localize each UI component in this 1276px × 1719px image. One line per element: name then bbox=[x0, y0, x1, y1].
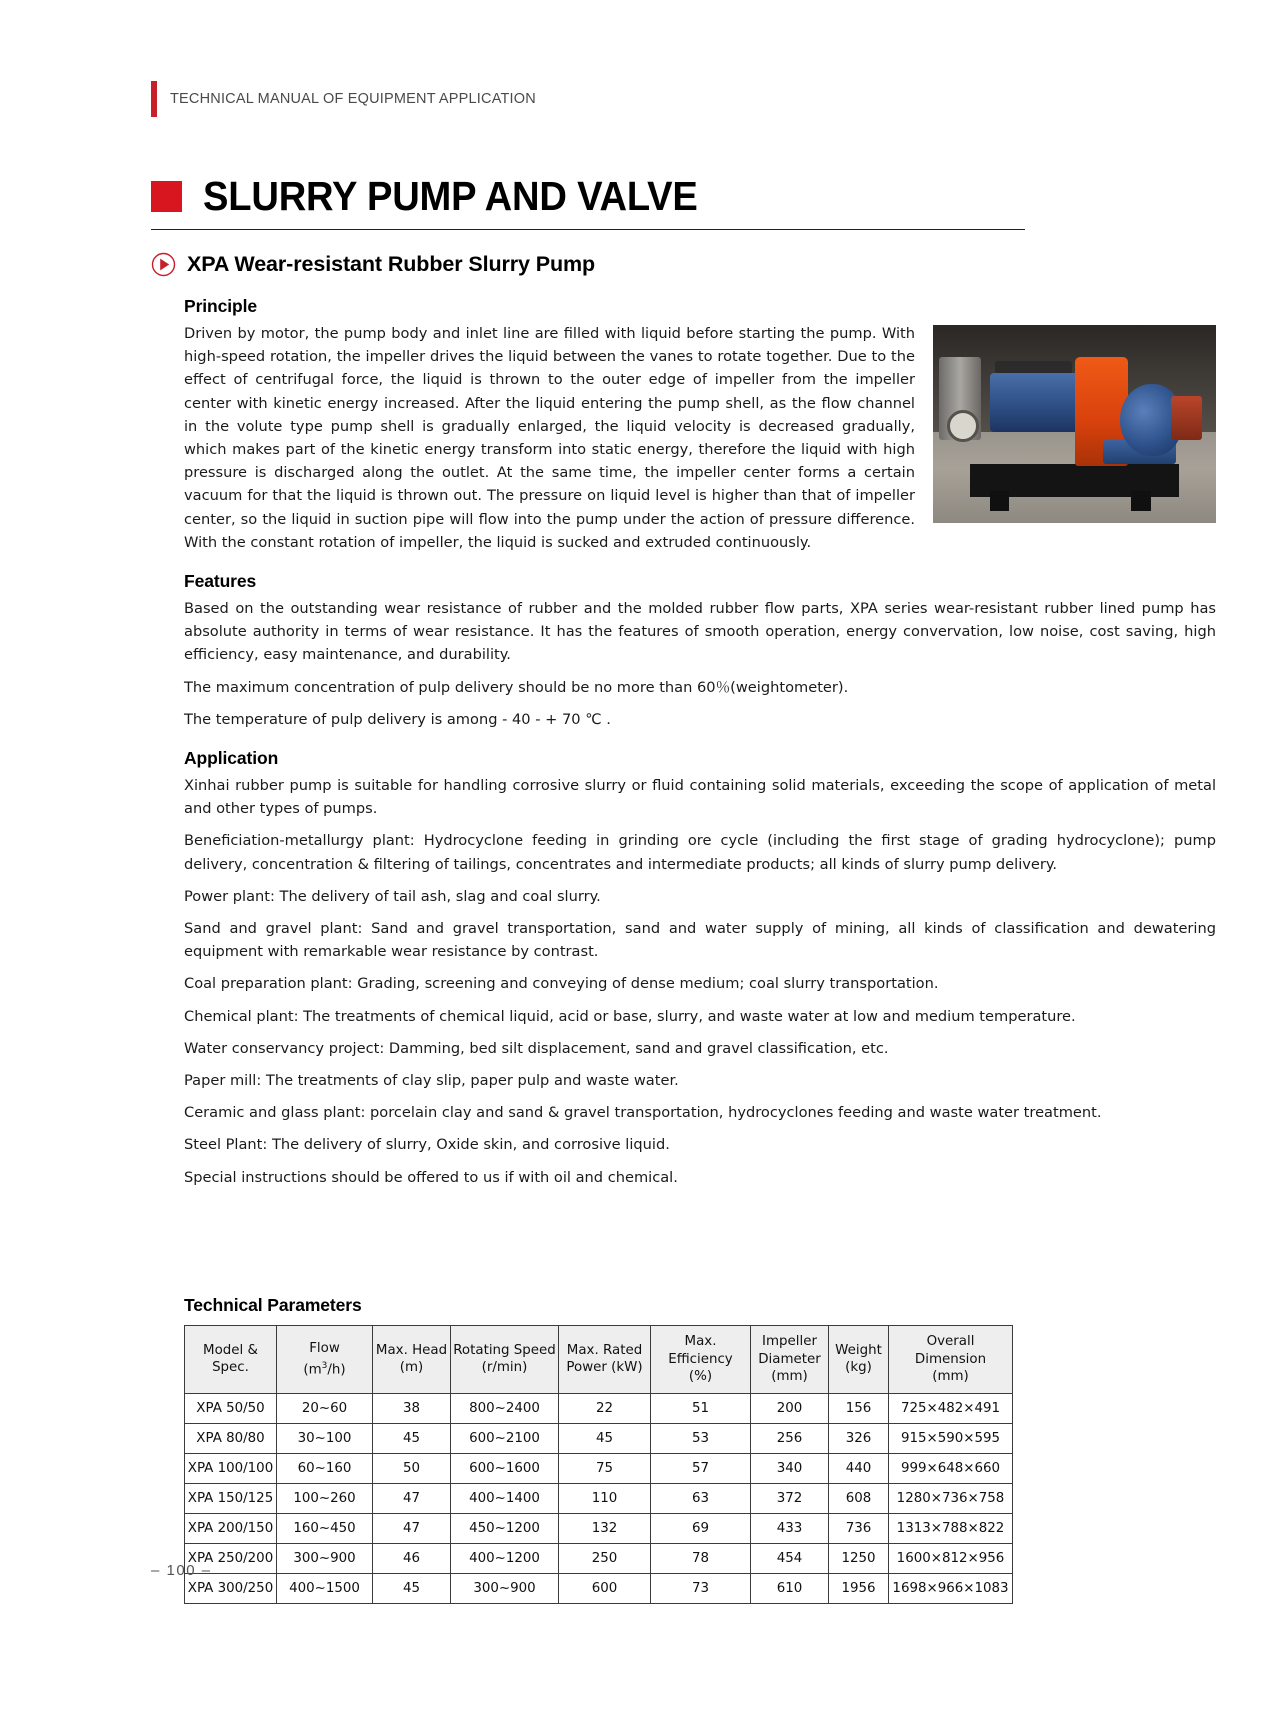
cell-model: XPA 250/200 bbox=[185, 1543, 277, 1573]
col-header-weight: Weight (kg) bbox=[829, 1326, 889, 1394]
cell-value: 60~160 bbox=[277, 1453, 373, 1483]
heading-application: Application bbox=[184, 748, 279, 769]
cell-value: 1956 bbox=[829, 1573, 889, 1603]
table-header-row bbox=[185, 1326, 1013, 1394]
table-row bbox=[185, 1453, 1013, 1483]
cell-value: 400~1400 bbox=[451, 1483, 559, 1513]
cell-value: 45 bbox=[559, 1423, 651, 1453]
application-paragraph-5: Coal preparation plant: Grading, screening and conveying of dense medium; coal slurry transportation. bbox=[184, 975, 939, 993]
cell-value: 200 bbox=[751, 1393, 829, 1423]
heading-features: Features bbox=[184, 571, 257, 592]
cell-value: 600~1600 bbox=[451, 1453, 559, 1483]
table-row bbox=[185, 1543, 1013, 1573]
cell-value: 110 bbox=[559, 1483, 651, 1513]
product-heading-label: XPA Wear-resistant Rubber Slurry Pump bbox=[187, 251, 596, 276]
cell-value: 300~900 bbox=[451, 1573, 559, 1603]
page-number: – 100 – bbox=[151, 1562, 212, 1579]
cell-model: XPA 150/125 bbox=[185, 1483, 277, 1513]
col-header-rotating-speed: Rotating Speed (r/min) bbox=[451, 1326, 559, 1394]
features-paragraph-3: The temperature of pulp delivery is among - 40 - + 70 ℃ . bbox=[184, 710, 611, 728]
cell-value: 57 bbox=[651, 1453, 751, 1483]
cell-model: XPA 50/50 bbox=[185, 1393, 277, 1423]
cell-value: 75 bbox=[559, 1453, 651, 1483]
cell-value: 608 bbox=[829, 1483, 889, 1513]
cell-value: 440 bbox=[829, 1453, 889, 1483]
cell-value: 610 bbox=[751, 1573, 829, 1603]
cell-value: 22 bbox=[559, 1393, 651, 1423]
cell-value: 1280×736×758 bbox=[889, 1483, 1013, 1513]
heading-technical-parameters: Technical Parameters bbox=[184, 1295, 362, 1315]
technical-parameters-table bbox=[184, 1325, 1013, 1604]
cell-value: 454 bbox=[751, 1543, 829, 1573]
cell-value: 256 bbox=[751, 1423, 829, 1453]
application-paragraph-3: Power plant: The delivery of tail ash, slag and coal slurry. bbox=[184, 887, 601, 905]
features-paragraph-1: Based on the outstanding wear resistance of rubber and the molded rubber flow parts, XPA series wear-resistant rubber lined pump has absolute authority in terms of wear resistance. It has the features of smooth operation, energy convervation, low noise, cost saving, high efficiency, easy maintenance, and durability. bbox=[184, 600, 1216, 664]
application-paragraph-6: Chemical plant: The treatments of chemical liquid, acid or base, slurry, and waste water at low and medium temperature. bbox=[184, 1007, 1076, 1025]
cell-value: 20~60 bbox=[277, 1393, 373, 1423]
cell-value: 73 bbox=[651, 1573, 751, 1603]
cell-model: XPA 80/80 bbox=[185, 1423, 277, 1453]
table-row bbox=[185, 1573, 1013, 1603]
heading-principle: Principle bbox=[184, 296, 258, 316]
cell-model: XPA 200/150 bbox=[185, 1513, 277, 1543]
section-square-marker bbox=[151, 181, 182, 212]
main-content bbox=[184, 296, 1216, 1189]
arrow-circle-icon bbox=[151, 252, 176, 277]
section-title-block bbox=[151, 172, 1025, 230]
cell-value: 1698×966×1083 bbox=[889, 1573, 1013, 1603]
cell-value: 400~1200 bbox=[451, 1543, 559, 1573]
pump-photo bbox=[933, 325, 1216, 523]
cell-value: 800~2400 bbox=[451, 1393, 559, 1423]
cell-value: 326 bbox=[829, 1423, 889, 1453]
page-title: SLURRY PUMP AND VALVE bbox=[203, 172, 698, 219]
cell-value: 433 bbox=[751, 1513, 829, 1543]
cell-value: 100~260 bbox=[277, 1483, 373, 1513]
application-paragraph-2: Beneficiation-metallurgy plant: Hydrocyclone feeding in grinding ore cycle (including the first stage of grading hydrocyclone); pump delivery, concentration & filtering of tailings, concentrates and intermediate products; all kinds of slurry pump delivery. bbox=[184, 832, 1216, 873]
title-divider bbox=[151, 229, 1025, 230]
running-header-title: TECHNICAL MANUAL OF EQUIPMENT APPLICATION bbox=[170, 91, 536, 107]
col-header-flow: Flow $(m^3/h)$ bbox=[277, 1326, 373, 1394]
application-paragraph-8: Paper mill: The treatments of clay slip, paper pulp and waste water. bbox=[184, 1072, 679, 1090]
cell-value: 600~2100 bbox=[451, 1423, 559, 1453]
application-paragraph-10: Steel Plant: The delivery of slurry, Oxide skin, and corrosive liquid. bbox=[184, 1136, 670, 1154]
cell-value: 300~900 bbox=[277, 1543, 373, 1573]
cell-value: 45 bbox=[373, 1573, 451, 1603]
col-header-model: Model & Spec. bbox=[185, 1326, 277, 1394]
cell-value: 725×482×491 bbox=[889, 1393, 1013, 1423]
cell-model: XPA 100/100 bbox=[185, 1453, 277, 1483]
cell-value: 372 bbox=[751, 1483, 829, 1513]
cell-value: 132 bbox=[559, 1513, 651, 1543]
cell-value: 450~1200 bbox=[451, 1513, 559, 1543]
cell-value: 400~1500 bbox=[277, 1573, 373, 1603]
cell-value: 47 bbox=[373, 1513, 451, 1543]
col-header-max-efficiency: Max. Efficiency (%) bbox=[651, 1326, 751, 1394]
application-paragraph-9: Ceramic and glass plant: porcelain clay and sand & gravel transportation, hydrocyclones feeding and waste water treatment. bbox=[184, 1104, 1102, 1122]
application-paragraph-4: Sand and gravel plant: Sand and gravel transportation, sand and water supply of mining, all kinds of classification and dewatering equipment with remarkable wear resistance by contrast. bbox=[184, 920, 1216, 961]
cell-value: 38 bbox=[373, 1393, 451, 1423]
table-row bbox=[185, 1423, 1013, 1453]
product-heading bbox=[151, 250, 595, 278]
col-header-max-rated-power: Max. Rated Power (kW) bbox=[559, 1326, 651, 1394]
col-header-impeller-diameter: Impeller Diameter (mm) bbox=[751, 1326, 829, 1394]
col-header-overall-dimension: Overall Dimension (mm) bbox=[889, 1326, 1013, 1394]
application-paragraph-1: Xinhai rubber pump is suitable for handling corrosive slurry or fluid containing solid materials, exceeding the scope of application of metal and other types of pumps. bbox=[184, 777, 1216, 818]
cell-value: 1313×788×822 bbox=[889, 1513, 1013, 1543]
cell-value: 47 bbox=[373, 1483, 451, 1513]
cell-value: 63 bbox=[651, 1483, 751, 1513]
table-row bbox=[185, 1483, 1013, 1513]
header-accent-rule bbox=[151, 81, 157, 117]
cell-value: 340 bbox=[751, 1453, 829, 1483]
cell-value: 1250 bbox=[829, 1543, 889, 1573]
cell-value: 160~450 bbox=[277, 1513, 373, 1543]
col-header-max-head: Max. Head (m) bbox=[373, 1326, 451, 1394]
table-body bbox=[185, 1393, 1013, 1603]
table-row bbox=[185, 1513, 1013, 1543]
cell-value: 46 bbox=[373, 1543, 451, 1573]
cell-value: 78 bbox=[651, 1543, 751, 1573]
cell-value: 156 bbox=[829, 1393, 889, 1423]
cell-value: 45 bbox=[373, 1423, 451, 1453]
cell-value: 250 bbox=[559, 1543, 651, 1573]
cell-value: 50 bbox=[373, 1453, 451, 1483]
technical-parameters-block bbox=[184, 1295, 1012, 1604]
cell-value: 69 bbox=[651, 1513, 751, 1543]
cell-value: 600 bbox=[559, 1573, 651, 1603]
cell-value: 736 bbox=[829, 1513, 889, 1543]
cell-value: 51 bbox=[651, 1393, 751, 1423]
cell-value: 53 bbox=[651, 1423, 751, 1453]
application-paragraph-7: Water conservancy project: Damming, bed silt displacement, sand and gravel classification, etc. bbox=[184, 1039, 889, 1057]
application-paragraph-11: Special instructions should be offered to us if with oil and chemical. bbox=[184, 1168, 678, 1186]
cell-value: 1600×812×956 bbox=[889, 1543, 1013, 1573]
running-header bbox=[151, 81, 536, 117]
features-paragraph-2: The maximum concentration of pulp delivery should be no more than 60％(weightometer). bbox=[184, 678, 849, 696]
cell-value: 30~100 bbox=[277, 1423, 373, 1453]
cell-value: 999×648×660 bbox=[889, 1453, 1013, 1483]
principle-paragraph: Driven by motor, the pump body and inlet line are filled with liquid before starting the pump. With high-speed rotation, the impeller drives the liquid between the vanes to rotate together. Due to the effect of centrifugal force, the liquid is thrown to the outer edge of impeller from the impeller center with kinetic energy increased. After the liquid entering the pump shell, as the flow channel in the volute type pump shell is gradually enlarged, the liquid velocity is decreased gradually, which makes part of the kinetic energy transform into static energy, therefore the liquid with high pressure is discharged along the outlet. At the same time, the impeller center forms a certain vacuum for that the liquid is thrown out. The pressure on liquid level is higher than that of impeller center, so the liquid in suction pipe will flow into the pump under the action of pressure difference. With the constant rotation of impeller, the liquid is sucked and extruded continuously. bbox=[184, 325, 915, 551]
table-row bbox=[185, 1393, 1013, 1423]
cell-model: XPA 300/250 bbox=[185, 1573, 277, 1603]
cell-value: 915×590×595 bbox=[889, 1423, 1013, 1453]
